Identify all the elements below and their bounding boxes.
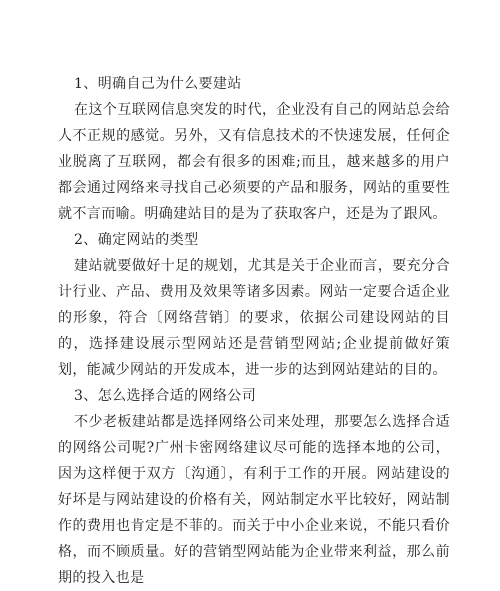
section-heading-2: 2、确定网站的类型	[74, 232, 199, 248]
article-body	[58, 71, 450, 591]
section-paragraph-1: 在这个互联网信息突发的时代，企业没有自己的网站总会给人不正规的感觉。另外，又有信息技术的不快速发展，任何企业脱离了互联网，都会有很多的困难;而且，越来越多的用户都会通过网络来寻找自己必须要的产品和服务，网站的重要性就不言而喻。明确建站目的是为了获取客户，还是为了跟风。	[58, 102, 450, 222]
section-heading-3: 3、怎么选择合适的网络公司	[74, 388, 257, 404]
section-paragraph-2: 建站就要做好十足的规划，尤其是关于企业而言，要充分合计行业、产品、费用及效果等诸多因素。网站一定要合适企业的形象，符合〔网络营销〕的要求，依据公司建设网站的目的，选择建设展示型网站还是营销型网站;企业提前做好策划，能减少网站的开发成本，进一步的达到网站建站的目的。	[58, 258, 450, 378]
section-heading-1: 1、明确自己为什么要建站	[74, 76, 242, 92]
section-paragraph-3: 不少老板建站都是选择网络公司来处理，那要怎么选择合适的网络公司呢?广州卡密网络建议尽可能的选择本地的公司，因为这样便于双方〔沟通〕，有利于工作的开展。网站建设的好坏是与网站建设的价格有关，网站制定水平比较好，网站制作的费用也肯定是不菲的。而关于中小企业来说，不能只看价格，而不顾质量。好的营销型网站能为企业带来利益，那么前期的投入也是	[58, 414, 450, 586]
